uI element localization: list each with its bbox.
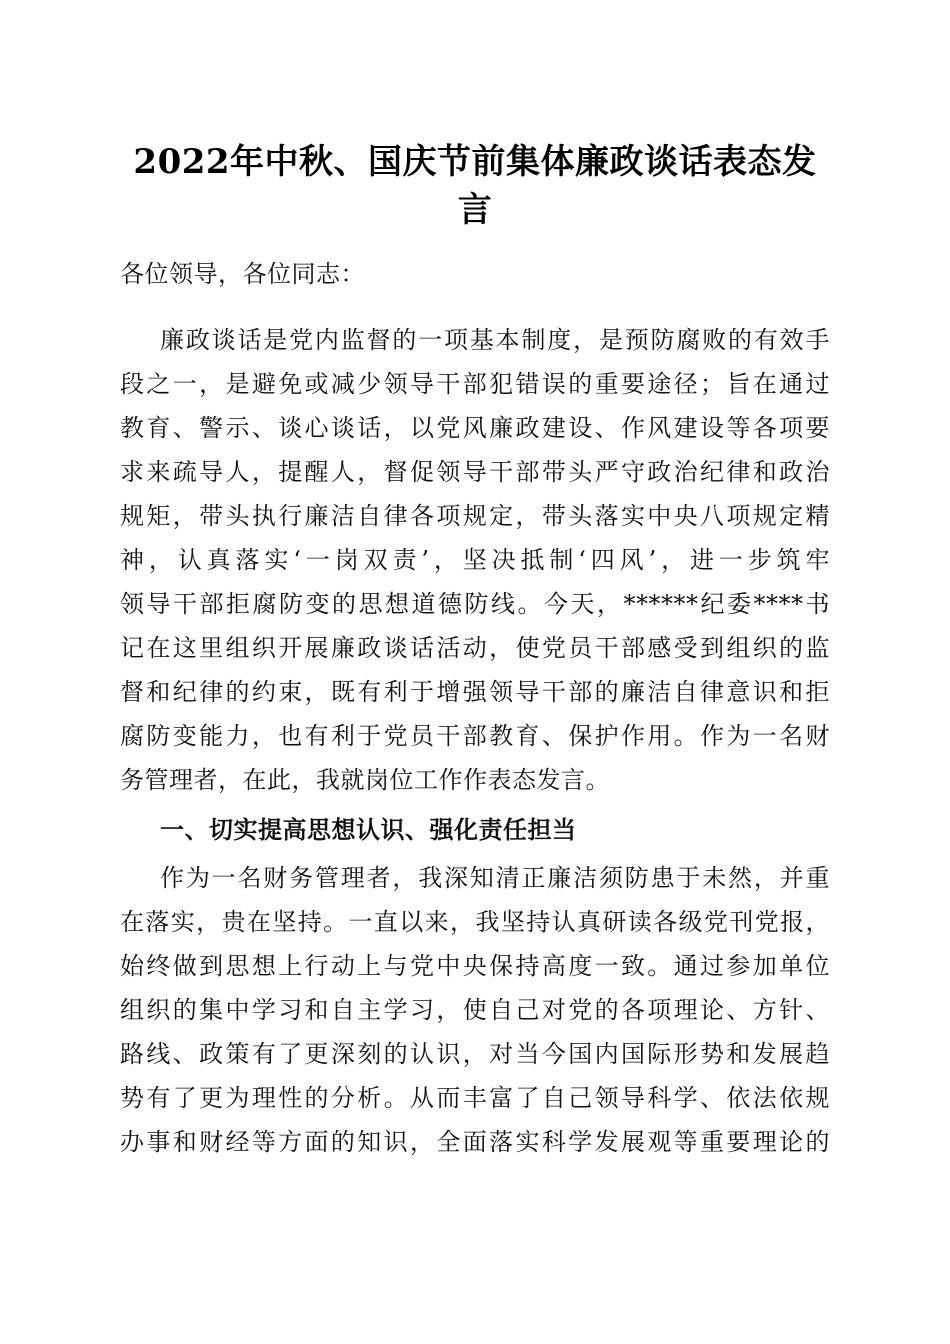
paragraph-1-line-5: 规矩，带头执行廉洁自律各项规定，带头落实中央八项规定精 xyxy=(120,502,830,530)
paragraph-2-line-5: 路线、政策有了更深刻的认识，对当今国内国际形势和发展趋 xyxy=(120,1040,830,1068)
paragraph-1-line-11: 务管理者，在此，我就岗位工作作表态发言。 xyxy=(120,766,610,794)
paragraph-1-line-2: 段之一，是避免或减少领导干部犯错误的重要途径；旨在通过 xyxy=(120,370,830,398)
paragraph-2-line-6: 势有了更为理性的分析。从而丰富了自己领导科学、依法依规 xyxy=(120,1084,830,1112)
title-line-2: 言 xyxy=(457,190,493,230)
paragraph-1-line-9: 督和纪律的约束，既有利于增强领导干部的廉洁自律意识和拒 xyxy=(120,678,830,706)
paragraph-1-line-8: 记在这里组织开展廉政谈话活动，使党员干部感受到组织的监 xyxy=(120,634,830,662)
paragraph-1-line-3: 教育、警示、谈心谈话，以党风廉政建设、作风建设等各项要 xyxy=(120,414,830,442)
paragraph-2-line-3: 始终做到思想上行动上与党中央保持高度一致。通过参加单位 xyxy=(120,952,830,980)
paragraph-1-line-1: 廉政谈话是党内监督的一项基本制度，是预防腐败的有效手 xyxy=(160,326,830,354)
paragraph-2-line-4: 组织的集中学习和自主学习，使自己对党的各项理论、方针、 xyxy=(120,996,830,1024)
paragraph-1-line-10: 腐防变能力，也有利于党员干部教育、保护作用。作为一名财 xyxy=(120,722,830,750)
paragraph-2-line-2: 在落实，贵在坚持。一直以来，我坚持认真研读各级党刊党报， xyxy=(120,908,830,936)
document-title xyxy=(120,138,830,234)
salutation: 各位领导，各位同志： xyxy=(120,260,365,288)
paragraph-1-line-7: 领导干部拒腐防变的思想道德防线。今天，******纪委****书 xyxy=(120,590,830,618)
section-1-heading: 一、切实提高思想认识、强化责任担当 xyxy=(160,816,577,844)
paragraph-1-line-6: 神，认真落实‘一岗双责’，坚决抵制‘四风’，进一步筑牢 xyxy=(120,546,830,574)
paragraph-2-line-7: 办事和财经等方面的知识，全面落实科学发展观等重要理论的 xyxy=(120,1128,830,1156)
title-line-1: 2022年中秋、国庆节前集体廉政谈话表态发 xyxy=(133,142,817,182)
paragraph-2-line-1: 作为一名财务管理者，我深知清正廉洁须防患于未然，并重 xyxy=(160,864,830,892)
paragraph-1-line-4: 求来疏导人，提醒人，督促领导干部带头严守政治纪律和政治 xyxy=(120,458,830,486)
